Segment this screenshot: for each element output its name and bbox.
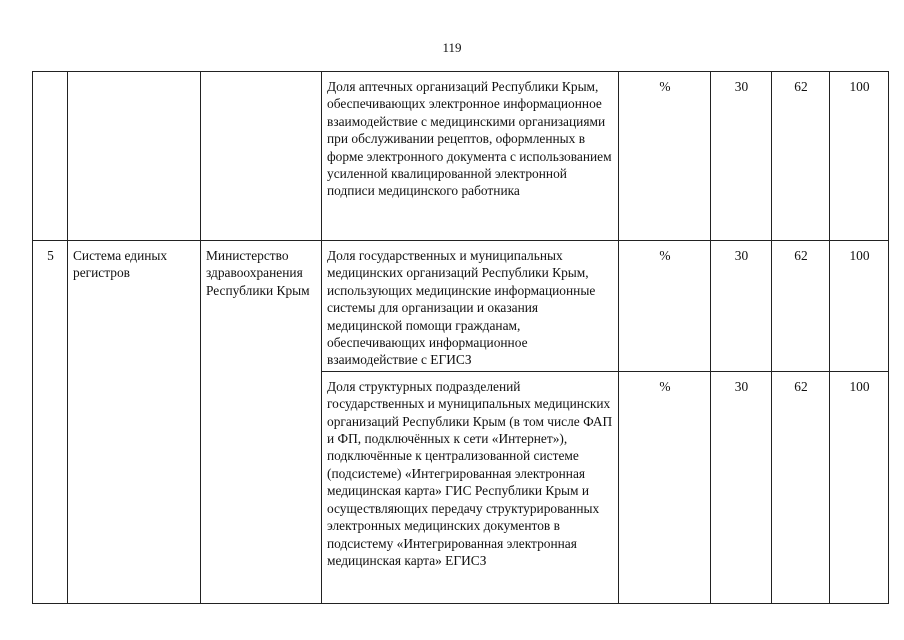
indicator-cell: Доля аптечных организаций Республики Крым, обеспечивающих электронное информационное взаимодействие с медицинскими организациями при обслуживании рецептов, оформленных в форме электронного документа с использованием усиленной квалицированной электронной подписи медицинского работника — [322, 72, 619, 241]
value-cell-2: 62 — [772, 241, 830, 372]
value-cell-2: 62 — [772, 371, 830, 603]
value-cell-3: 100 — [830, 72, 889, 241]
row-number-cell — [33, 72, 68, 241]
page-number: 119 — [442, 40, 462, 55]
system-cell: Система единых регистров — [68, 241, 201, 604]
indicator-cell: Доля структурных подразделений государственных и муниципальных медицинских организаций Республики Крым (в том числе ФАП и ФП, подключённых к сети «Интернет»), подключённые к централизованной системе (подсистеме) «Интегрированная электронная медицинская карта» ГИС Республики Крым и осуществляющих передачу структурированных электронных медицинских документов в подсистему «Интегрированная электронная медицинская карта» ЕГИСЗ — [322, 371, 619, 603]
value-cell-3: 100 — [830, 371, 889, 603]
unit-cell: % — [619, 72, 711, 241]
unit-cell: % — [619, 241, 711, 372]
value-cell-3: 100 — [830, 241, 889, 372]
value-cell-1: 30 — [711, 72, 772, 241]
value-cell-1: 30 — [711, 241, 772, 372]
value-cell-1: 30 — [711, 371, 772, 603]
indicator-cell: Доля государственных и муниципальных медицинских организаций Республики Крым, использующих медицинские информационные системы для организации и оказания медицинской помощи гражданам, обеспечивающих информационное взаимодействие с ЕГИСЗ — [322, 241, 619, 372]
system-cell — [68, 72, 201, 241]
ministry-cell: Министерство здравоохранения Республики Крым — [201, 241, 322, 604]
ministry-cell — [201, 72, 322, 241]
unit-cell: % — [619, 371, 711, 603]
table-row — [33, 241, 889, 372]
value-cell-2: 62 — [772, 72, 830, 241]
row-number-cell: 5 — [33, 241, 68, 604]
table-row — [33, 72, 889, 241]
indicators-table — [32, 71, 889, 604]
